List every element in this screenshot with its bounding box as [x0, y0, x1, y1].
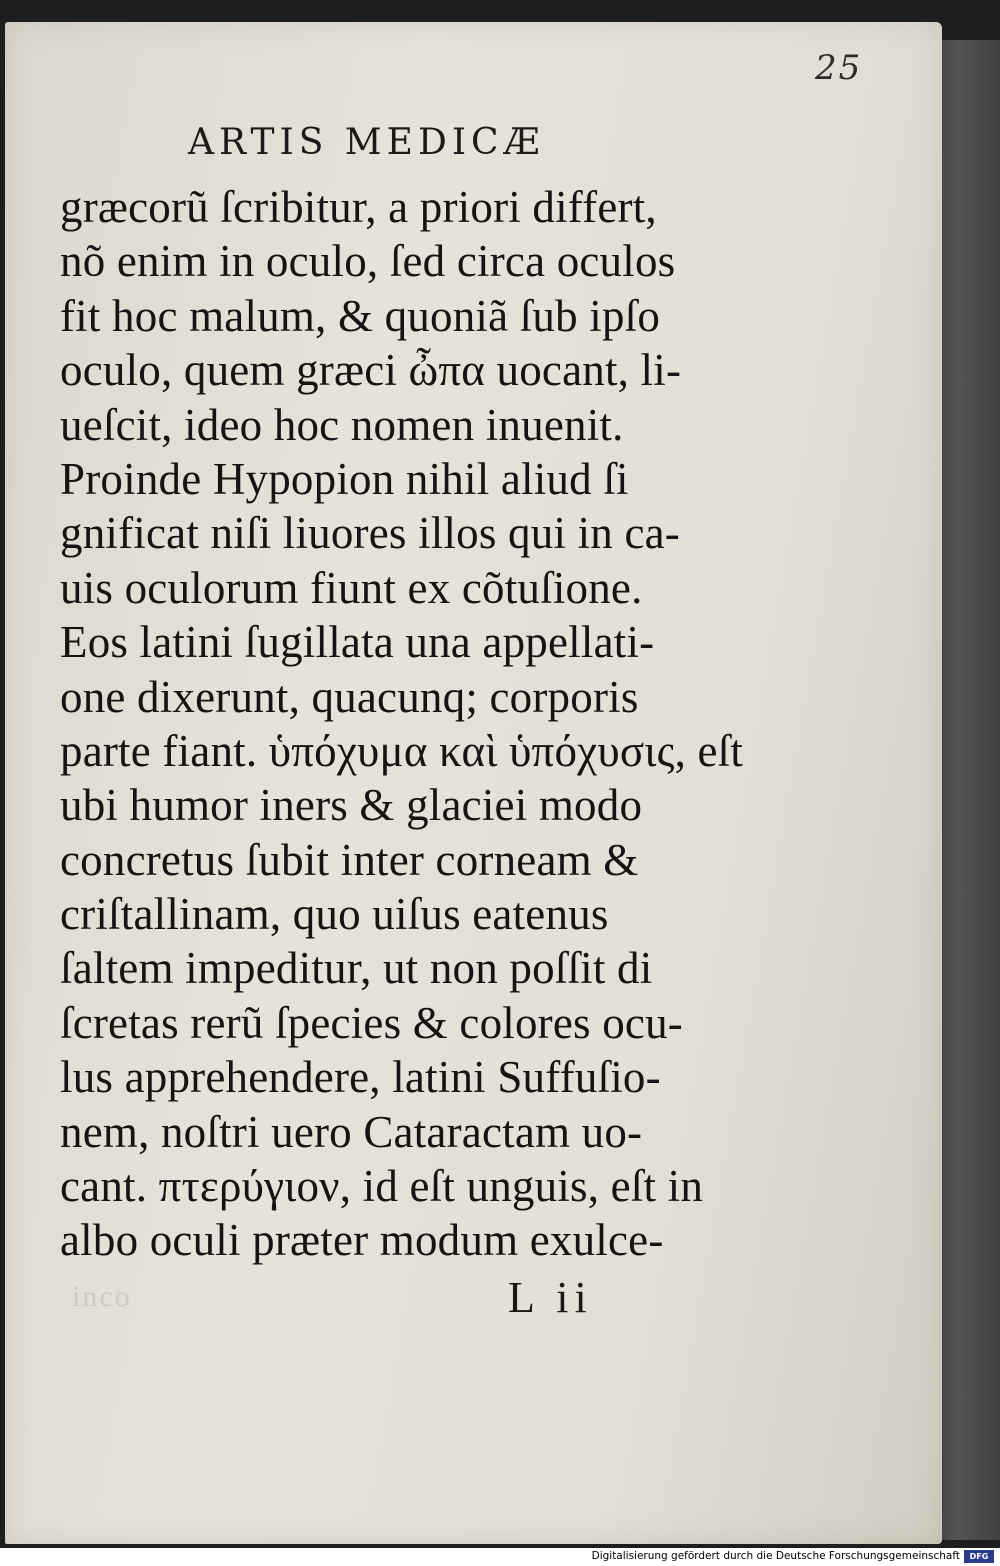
text-line: nõ enim in oculo, ſed circa oculos	[60, 236, 676, 287]
signature-mark: L ii	[508, 1273, 593, 1322]
text-line: græcorũ ſcribitur, a priori differt,	[60, 182, 657, 232]
text-line: ueſcit, ideo hoc nomen inuenit.	[60, 399, 624, 450]
text-line: ſaltem impeditur, ut non poſſit di	[60, 943, 653, 994]
text-line: Eos latini ſugillata una appellati-	[60, 617, 655, 668]
text-line: parte fiant. ὑπόχυμα καὶ ὑπόχυσις, eſt	[60, 725, 744, 776]
text-line: ubi humor iners & glaciei modo	[60, 780, 643, 831]
text-line: criſtallinam, quo uiſus eatenus	[60, 889, 609, 940]
bleed-through-text: inco	[72, 1280, 132, 1313]
text-line: cant. πτερύγιον, id eſt unguis, eſt in	[60, 1161, 704, 1212]
text-line: uis oculorum fiunt ex cõtuſione.	[60, 562, 643, 613]
text-line: fit hoc malum, & quoniã ſub ipſo	[60, 290, 661, 341]
text-line: concretus ſubit inter corneam &	[60, 834, 639, 885]
text-line: oculo, quem græci ὦπα uocant, li-	[60, 345, 682, 396]
text-line: one dixerunt, quacunq; corporis	[60, 671, 639, 722]
text-line: nem, noſtri uero Cataractam uo-	[60, 1106, 643, 1157]
body-text	[60, 180, 744, 1268]
dfg-logo: DFG	[964, 1550, 994, 1563]
digitization-credit: Digitalisierung gefördert durch die Deutsche Forschungsgemeinschaft	[591, 1550, 960, 1562]
running-head: ARTIS MEDICÆ	[188, 122, 545, 163]
folio-number: 25	[815, 48, 863, 88]
text-line: lus apprehendere, latini Suffuſio-	[60, 1052, 661, 1103]
text-line: Proinde Hypopion nihil aliud ſi	[60, 453, 629, 504]
text-line: albo oculi præter modum exulce-	[60, 1215, 664, 1266]
text-line: ſcretas rerũ ſpecies & colores ocu-	[60, 997, 683, 1048]
text-line: gnificat niſi liuores illos qui in ca-	[60, 508, 680, 559]
